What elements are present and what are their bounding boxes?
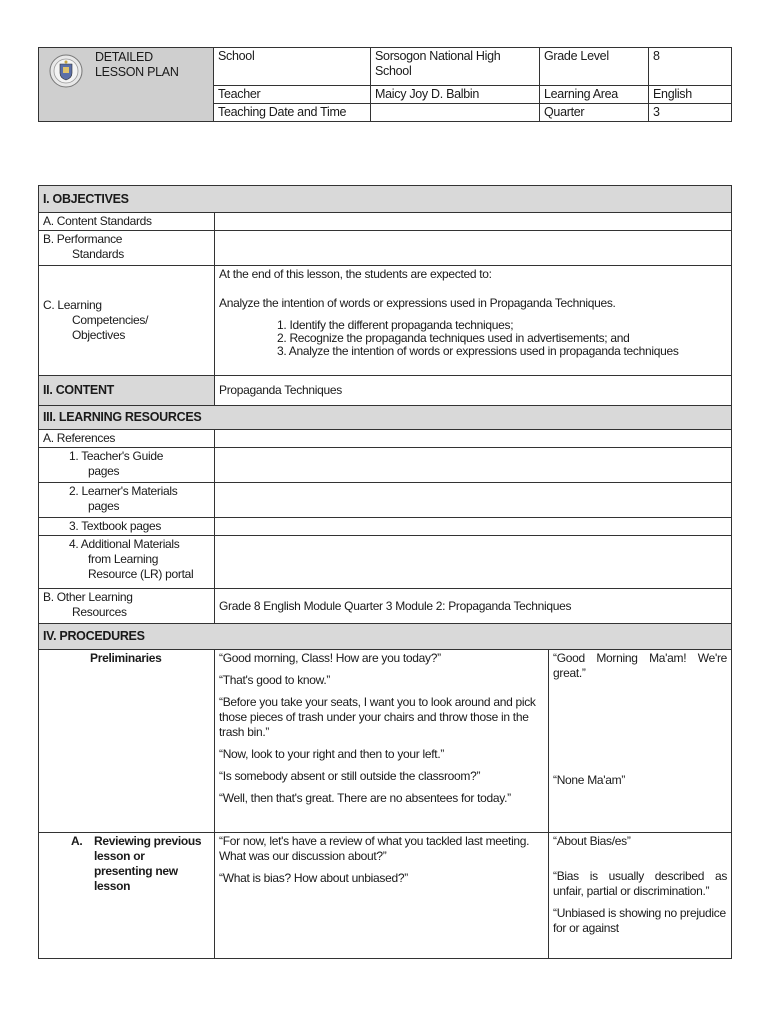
performance-label-line-2: Standards [72, 247, 125, 261]
review-teacher-lines [215, 833, 549, 959]
lc-label-line-2: Competencies/ [72, 313, 149, 327]
teacher-line: “What is bias? How about unbiased?” [219, 871, 408, 885]
objectives-main: Analyze the intention of words or expressions used in Propaganda Techniques. [219, 296, 616, 310]
content-standards-value [215, 213, 732, 231]
teacher-line: “Now, look to your right and then to your left.” [219, 747, 445, 761]
objectives-intro: At the end of this lesson, the students are expected to: [219, 267, 492, 281]
title-line-1: DETAILED [95, 50, 153, 64]
references-label: A. References [39, 430, 215, 448]
lc-label-line-1: C. Learning [43, 298, 102, 312]
teacher-line: “That's good to know.” [219, 673, 331, 687]
tg-line-1: 1. Teacher's Guide [69, 449, 164, 463]
performance-standards-label [39, 231, 215, 266]
additional-materials-label [39, 536, 215, 589]
performance-label-line-1: B. Performance [43, 232, 123, 246]
teacher-line: “Well, then that's great. There are no absentees for today.” [219, 791, 511, 805]
grade-level-value: 8 [649, 48, 732, 86]
other-line-2: Resources [72, 605, 127, 619]
student-line: “Unbiased is showing no prejudice for or against [553, 906, 726, 935]
other-line-1: B. Other Learning [43, 590, 133, 604]
objective-item: 1. Identify the different propaganda techniques; [277, 318, 514, 332]
other-resources-value: Grade 8 English Module Quarter 3 Module 2: Propaganda Techniques [215, 589, 732, 624]
other-resources-label [39, 589, 215, 624]
review-label-line-1: Reviewing previous [94, 834, 202, 848]
review-label [39, 833, 215, 959]
student-line: “Good Morning Ma'am! We're great.” [553, 651, 728, 680]
lm-line-1: 2. Learner's Materials [69, 484, 178, 498]
am-line-2: from Learning [88, 552, 159, 566]
student-line: “None Ma'am” [553, 773, 626, 787]
learning-competencies-label [39, 266, 215, 376]
learning-competencies-value [215, 266, 732, 376]
preliminaries-teacher-lines [215, 650, 549, 833]
review-label-line-2: lesson or [94, 849, 145, 863]
references-value [215, 430, 732, 448]
lesson-plan-body [38, 185, 732, 959]
review-label-line-4: lesson [94, 879, 131, 893]
learning-area-label: Learning Area [540, 86, 649, 104]
teachers-guide-label [39, 448, 215, 483]
review-student-lines [549, 833, 732, 959]
additional-materials-value [215, 536, 732, 589]
teacher-label: Teacher [214, 86, 371, 104]
learning-area-value: English [649, 86, 732, 104]
quarter-value: 3 [649, 104, 732, 122]
school-label: School [214, 48, 371, 86]
title-line-2: LESSON PLAN [95, 65, 179, 79]
teacher-value: Maicy Joy D. Balbin [371, 86, 540, 104]
header-logo-cell [39, 48, 214, 122]
content-value: Propaganda Techniques [215, 376, 732, 406]
objectives-heading: I. OBJECTIVES [39, 186, 732, 213]
learning-resources-heading: III. LEARNING RESOURCES [39, 406, 732, 430]
teacher-line: “Is somebody absent or still outside the classroom?” [219, 769, 481, 783]
teacher-line: “Before you take your seats, I want you to look around and pick those pieces of trash under your chairs and throw those in the trash bin.” [219, 695, 536, 739]
am-line-3: Resource (LR) portal [88, 567, 194, 581]
teachers-guide-value [215, 448, 732, 483]
content-heading: II. CONTENT [39, 376, 215, 406]
learners-materials-label [39, 483, 215, 518]
lm-line-2: pages [88, 499, 120, 513]
school-value: Sorsogon National High School [371, 48, 540, 86]
lc-label-line-3: Objectives [72, 328, 126, 342]
teacher-line: “For now, let's have a review of what you tackled last meeting. What was our discussion about?” [219, 834, 530, 863]
preliminaries-student-lines [549, 650, 732, 833]
objectives-list [219, 319, 727, 358]
learners-materials-value [215, 483, 732, 518]
teacher-line: “Good morning, Class! How are you today?” [219, 651, 441, 665]
teaching-date-value [371, 104, 540, 122]
review-letter: A. [71, 834, 83, 848]
grade-level-label: Grade Level [540, 48, 649, 86]
am-line-1: 4. Additional Materials [69, 537, 180, 551]
teaching-date-label: Teaching Date and Time [214, 104, 371, 122]
performance-standards-value [215, 231, 732, 266]
student-line: “About Bias/es” [553, 834, 631, 848]
tg-line-2: pages [88, 464, 120, 478]
objective-item: 2. Recognize the propaganda techniques used in advertisements; and [277, 331, 630, 345]
objective-item: 3. Analyze the intention of words or expressions used in propaganda techniques [277, 344, 679, 358]
textbook-pages-label: 3. Textbook pages [39, 518, 215, 536]
preliminaries-label: Preliminaries [39, 650, 215, 833]
lesson-plan-header [38, 47, 732, 122]
student-line: “Bias is usually described as unfair, partial or discrimination.” [553, 869, 728, 898]
textbook-pages-value [215, 518, 732, 536]
procedures-heading: IV. PROCEDURES [39, 624, 732, 650]
review-label-line-3: presenting new [94, 864, 178, 878]
deped-seal-icon [49, 54, 83, 88]
content-standards-label: A. Content Standards [39, 213, 215, 231]
quarter-label: Quarter [540, 104, 649, 122]
